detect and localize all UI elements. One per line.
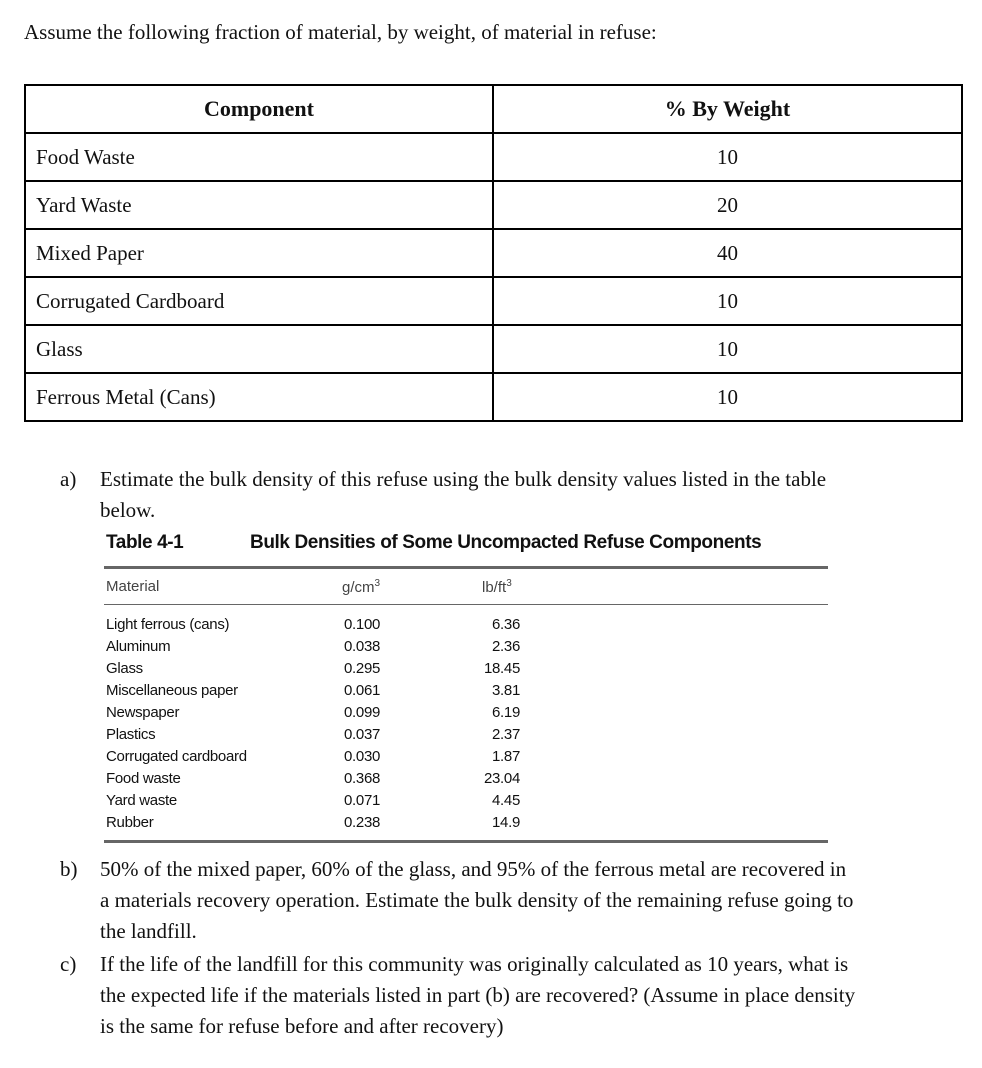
gcm3-column bbox=[344, 614, 380, 834]
component-percent: 10 bbox=[493, 133, 962, 181]
material-column bbox=[106, 614, 247, 834]
gcm3-cell: 0.295 bbox=[344, 660, 381, 677]
composition-header-row bbox=[25, 85, 962, 133]
header-rule bbox=[104, 604, 828, 605]
question-line: a materials recovery operation. Estimate the bulk density of the remaining refuse going to bbox=[100, 888, 854, 912]
table-number: Table 4-1 bbox=[106, 532, 184, 553]
material-cell: Miscellaneous paper bbox=[106, 682, 238, 699]
question-line: the expected life if the materials listed in part (b) are recovered? (Assume in place density bbox=[100, 983, 856, 1007]
component-name: Corrugated Cardboard bbox=[25, 277, 493, 325]
table-bottom-rule bbox=[104, 840, 828, 843]
lbft3-cell: 6.19 bbox=[492, 704, 520, 721]
question-text bbox=[100, 854, 853, 947]
question-text bbox=[100, 464, 826, 526]
gcm3-cell: 0.037 bbox=[344, 726, 381, 743]
column-header-lbft3: $lb/ft^3$ bbox=[482, 578, 512, 596]
question-label: b) bbox=[60, 857, 78, 881]
question-b bbox=[60, 854, 970, 950]
question-a bbox=[60, 464, 960, 528]
lbft3-cell: 18.45 bbox=[483, 660, 520, 677]
lbft3-cell: 2.37 bbox=[492, 726, 520, 743]
table-top-rule bbox=[104, 566, 828, 569]
composition-table bbox=[24, 84, 963, 422]
component-percent: 10 bbox=[493, 373, 962, 421]
question-line: is the same for refuse before and after recovery) bbox=[100, 1014, 504, 1038]
question-line: Estimate the bulk density of this refuse using the bulk density values listed in the table bbox=[100, 467, 827, 491]
gcm3-cell: 0.100 bbox=[344, 616, 381, 633]
column-header-gcm3: $g/cm^3$ bbox=[342, 578, 381, 596]
lbft3-cell: 23.04 bbox=[483, 770, 520, 787]
component-name: Glass bbox=[25, 325, 493, 373]
material-cell: Food waste bbox=[106, 770, 181, 787]
component-name: Yard Waste bbox=[25, 181, 493, 229]
table-row bbox=[25, 181, 962, 229]
component-percent: 20 bbox=[493, 181, 962, 229]
question-label: a) bbox=[60, 467, 77, 491]
component-name: Food Waste bbox=[25, 133, 493, 181]
question-label: c) bbox=[60, 952, 77, 976]
column-header-percent: % By Weight bbox=[493, 85, 962, 133]
table-row bbox=[25, 229, 962, 277]
question-line: If the life of the landfill for this community was originally calculated as 10 years, what is bbox=[100, 952, 849, 976]
lbft3-cell: 6.36 bbox=[492, 616, 520, 633]
gcm3-cell: 0.071 bbox=[344, 792, 381, 809]
lbft3-column bbox=[480, 614, 520, 834]
component-percent: 10 bbox=[493, 277, 962, 325]
lbft3-cell: 4.45 bbox=[492, 792, 520, 809]
table-row bbox=[25, 373, 962, 421]
lbft3-cell: 1.87 bbox=[492, 748, 520, 765]
table-row bbox=[25, 133, 962, 181]
component-percent: 40 bbox=[493, 229, 962, 277]
column-header-component: Component bbox=[25, 85, 493, 133]
component-name: Ferrous Metal (Cans) bbox=[25, 373, 493, 421]
column-header-material: Material bbox=[106, 578, 160, 595]
gcm3-cell: 0.099 bbox=[344, 704, 381, 721]
table-row bbox=[25, 277, 962, 325]
material-cell: Corrugated cardboard bbox=[106, 748, 247, 765]
lbft3-cell: 14.9 bbox=[492, 814, 520, 831]
gcm3-cell: 0.038 bbox=[344, 638, 381, 655]
gcm3-cell: 0.030 bbox=[344, 748, 381, 765]
material-cell: Yard waste bbox=[106, 792, 177, 809]
question-line: below. bbox=[100, 498, 156, 522]
lbft3-cell: 3.81 bbox=[492, 682, 520, 699]
table-row bbox=[25, 325, 962, 373]
question-line: 50% of the mixed paper, 60% of the glass, and 95% of the ferrous metal are recovered in bbox=[100, 857, 847, 881]
gcm3-cell: 0.061 bbox=[344, 682, 381, 699]
question-text bbox=[100, 949, 855, 1042]
material-cell: Plastics bbox=[106, 726, 156, 743]
gcm3-cell: 0.238 bbox=[344, 814, 381, 831]
question-line: the landfill. bbox=[100, 919, 197, 943]
question-c bbox=[60, 949, 970, 1045]
gcm3-cell: 0.368 bbox=[344, 770, 381, 787]
material-cell: Rubber bbox=[106, 814, 154, 831]
component-name: Mixed Paper bbox=[25, 229, 493, 277]
material-cell: Glass bbox=[106, 660, 143, 677]
material-cell: Newspaper bbox=[106, 704, 180, 721]
lbft3-cell: 2.36 bbox=[492, 638, 520, 655]
component-percent: 10 bbox=[493, 325, 962, 373]
material-cell: Light ferrous (cans) bbox=[106, 616, 230, 633]
intro-text: Assume the following fraction of material, by weight, of material in refuse: bbox=[24, 20, 657, 44]
table-title: Bulk Densities of Some Uncompacted Refuse Components bbox=[250, 532, 762, 553]
material-cell: Aluminum bbox=[106, 638, 171, 655]
